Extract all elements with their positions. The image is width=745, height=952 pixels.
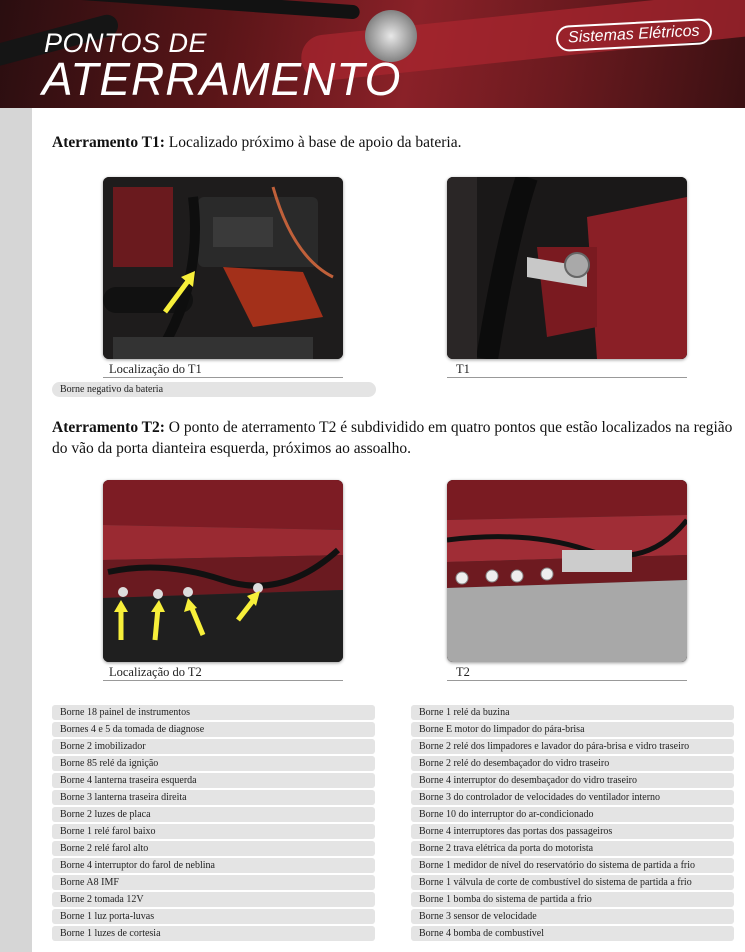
list-item: Bornes 4 e 5 da tomada de diagnose <box>52 722 375 737</box>
t1-detail-photo <box>447 177 687 359</box>
t1-heading-label: Aterramento T1: <box>52 134 165 151</box>
list-item: Borne 18 painel de instrumentos <box>52 705 375 720</box>
t1-location-caption: Localização do T1 <box>109 362 202 376</box>
engine-bay-illustration <box>103 177 343 359</box>
list-item: Borne 2 relé farol alto <box>52 841 375 856</box>
list-item: Borne 85 relé da ignição <box>52 756 375 771</box>
caption-rule <box>103 377 343 378</box>
page-title-line2: ATERRAMENTO <box>42 53 402 105</box>
list-item: Borne 1 bomba do sistema de partida a frio <box>411 892 734 907</box>
caption-rule <box>447 377 687 378</box>
list-item: Borne 2 imobilizador <box>52 739 375 754</box>
list-item: Borne 3 lanterna traseira direita <box>52 790 375 805</box>
t1-note: Borne negativo da bateria <box>52 382 376 397</box>
list-item: Borne A8 IMF <box>52 875 375 890</box>
list-item: Borne 4 interruptor do farol de neblina <box>52 858 375 873</box>
page-header <box>0 0 745 108</box>
t2-heading-text: O ponto de aterramento T2 é subdividido em quatro pontos que estão localizados na região do vão da porta dianteira esquerda, próximos ao assoalho. <box>52 419 733 457</box>
list-item: Borne 2 trava elétrica da porta do motorista <box>411 841 734 856</box>
list-item: Borne 2 luzes de placa <box>52 807 375 822</box>
t2-ground-points-illustration <box>447 480 687 662</box>
list-item: Borne 4 lanterna traseira esquerda <box>52 773 375 788</box>
list-item: Borne 3 sensor de velocidade <box>411 909 734 924</box>
page-title-line1: PONTOS DE <box>44 28 208 58</box>
ground-point-illustration <box>447 177 687 359</box>
t1-heading <box>52 133 742 154</box>
list-item: Borne 1 luz porta-luvas <box>52 909 375 924</box>
t2-terminal-list-right <box>411 705 734 943</box>
t1-heading-text: Localizado próximo à base de apoio da bateria. <box>164 134 462 151</box>
t2-location-photo <box>103 480 343 662</box>
list-item: Borne 1 válvula de corte de combustível do sistema de partida a frio <box>411 875 734 890</box>
list-item: Borne 3 do controlador de velocidades do ventilador interno <box>411 790 734 805</box>
caption-rule <box>447 680 687 681</box>
list-item: Borne 1 luzes de cortesia <box>52 926 375 941</box>
list-item: Borne 10 do interruptor do ar-condicionado <box>411 807 734 822</box>
t2-heading-label: Aterramento T2: <box>52 419 165 436</box>
list-item: Borne 1 medidor de nível do reservatório do sistema de partida a frio <box>411 858 734 873</box>
list-item: Borne 4 interruptor do desembaçador do vidro traseiro <box>411 773 734 788</box>
list-item: Borne 2 relé do desembaçador do vidro traseiro <box>411 756 734 771</box>
list-item: Borne 2 relé dos limpadores e lavador do pára-brisa e vidro traseiro <box>411 739 734 754</box>
t2-terminal-list-left <box>52 705 375 943</box>
t2-detail-photo <box>447 480 687 662</box>
t2-location-caption: Localização do T2 <box>109 665 202 679</box>
list-item: Borne 4 interruptores das portas dos passageiros <box>411 824 734 839</box>
list-item: Borne 1 relé farol baixo <box>52 824 375 839</box>
list-item: Borne E motor do limpador do pára-brisa <box>411 722 734 737</box>
t1-location-photo <box>103 177 343 359</box>
t2-detail-caption: T2 <box>456 665 470 679</box>
t2-heading <box>52 418 742 460</box>
list-item: Borne 4 bomba de combustível <box>411 926 734 941</box>
door-sill-illustration <box>103 480 343 662</box>
list-item: Borne 1 relé da buzina <box>411 705 734 720</box>
caption-rule <box>103 680 343 681</box>
list-item: Borne 2 tomada 12V <box>52 892 375 907</box>
brand-badge: Sistemas Elétricos <box>555 18 712 52</box>
left-margin-strip <box>0 108 32 952</box>
t1-detail-caption: T1 <box>456 362 470 376</box>
